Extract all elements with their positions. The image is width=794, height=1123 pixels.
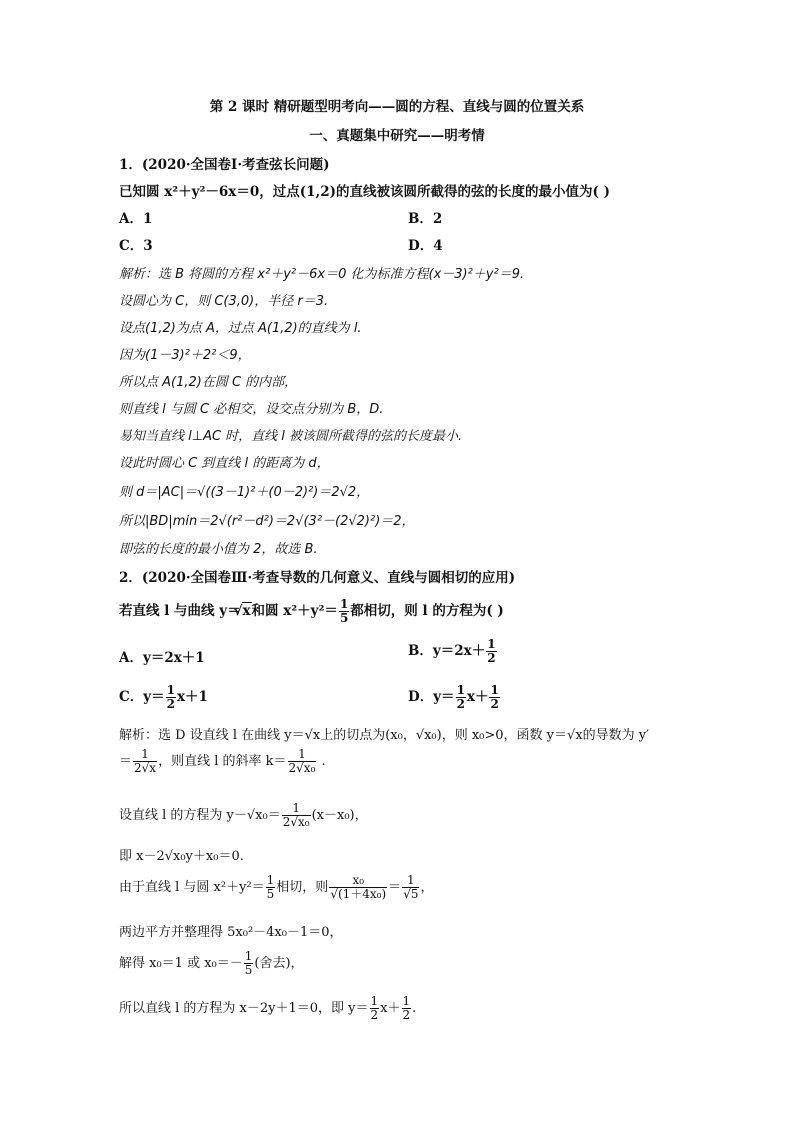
q1-solution-line: 设此时圆心 C 到直线 l 的距离为 d， xyxy=(119,456,330,471)
q2-solution-line: 所以直线 l 的方程为 x－2y＋1＝0，即 y＝ $\frac{1}{2}$ x＋ $\frac{1}{2}$ . xyxy=(119,994,417,1022)
q1-stem: 已知圆 x²＋y²－6x＝0，过点(1,2)的直线被该圆所截得的弦的长度的最小值为( ) xyxy=(119,184,610,200)
q2-solution-line: 由于直线 l 与圆 x²＋y²＝ $\frac{1}{5}$ 相切，则 $\frac{\text{x₀}}{\text{√(1＋4x₀)}}$ ＝ $\frac{1}{√5}$ ， xyxy=(119,873,434,901)
q1-option-c: C．3 xyxy=(119,238,153,254)
q1-solution-line: 易知当直线 l⊥AC 时，直线 l 被该圆所截得的弦的长度最小. xyxy=(119,429,463,444)
q1-solution-line: 则直线 l 与圆 C 必相交，设交点分别为 B，D. xyxy=(119,402,384,417)
q2-solution-line: 两边平方并整理得 5x₀²－4x₀－1＝0， xyxy=(119,925,343,940)
q2-solution-line: ＝ $\frac{1}{2√x}$ ，则直线 l 的斜率 k＝ $\frac{1}{\text{2√x₀}}$ . xyxy=(119,747,326,775)
q1-solution-line: 设点(1,2)为点 A，过点 A(1,2)的直线为 l. xyxy=(119,321,362,336)
q1-source: 1．(2020·全国卷Ⅰ·考查弦长问题) xyxy=(119,157,330,173)
q2-option-c: C．y＝ $\frac{1}{2}$ x＋1 xyxy=(119,683,208,711)
q2-solution-line: 解析：选 D 设直线 l 在曲线 y＝√x上的切点为(x₀，√x₀)，则 x₀>0，函数 y＝√x的导数为 y′ xyxy=(119,728,650,743)
q2-stem: 若直线 l 与曲线 y＝√ x和圆 x²＋y²＝ $\frac{1}{5}$ 都相切，则 l 的方程为( ) xyxy=(119,598,504,625)
page-title: 第 2 课时 精研题型明考向——圆的方程、直线与圆的位置关系 xyxy=(209,99,585,115)
q1-solution-line: 即弦的长度的最小值为 2，故选 B. xyxy=(119,542,318,557)
q2-source: 2．(2020·全国卷Ⅲ·考查导数的几何意义、直线与圆相切的应用) xyxy=(119,570,516,586)
q1-solution-line: 所以点 A(1,2)在圆 C 的内部， xyxy=(119,375,298,390)
q1-solution-line: 因为(1－3)²＋2²＜9， xyxy=(119,348,251,363)
q2-option-d: D．y＝ $\frac{1}{2}$ x＋ $\frac{1}{2}$ xyxy=(408,683,499,711)
q1-solution-line: 设圆心为 C，则 C(3,0)，半径 r＝3. xyxy=(119,294,329,309)
q1-solution-line: 则 d＝|AC|＝√((3－1)²＋(0－2)²)＝2√2， xyxy=(119,485,370,500)
section-subtitle: 一、真题集中研究——明考情 xyxy=(309,128,485,144)
q1-option-a: A．1 xyxy=(119,211,153,227)
q2-solution-line: 即 x－2√x₀y＋x₀＝0. xyxy=(119,849,244,864)
q2-option-a: A．y＝2x＋1 xyxy=(119,650,205,666)
q2-solution-line: 设直线 l 的方程为 y－√x₀＝ $\frac{1}{\text{2√x₀}}$ (x－x₀)， xyxy=(119,801,368,829)
q1-option-b: B．2 xyxy=(408,211,443,227)
q2-solution-line: 解得 x₀＝1 或 x₀＝－ $\frac{1}{5}$ (舍去)， xyxy=(119,949,304,977)
q1-solution-line: 所以|BD|min＝2√(r²－d²)＝2√(3²－(2√2)²)＝2， xyxy=(119,514,415,529)
q2-option-b: B．y＝2x＋ $\frac{1}{2}$ xyxy=(408,637,496,665)
q1-solution-line: 解析：选 B 将圆的方程 x²＋y²－6x＝0 化为标准方程(x－3)²＋y²＝9. xyxy=(119,267,525,282)
q1-option-d: D．4 xyxy=(408,238,443,254)
